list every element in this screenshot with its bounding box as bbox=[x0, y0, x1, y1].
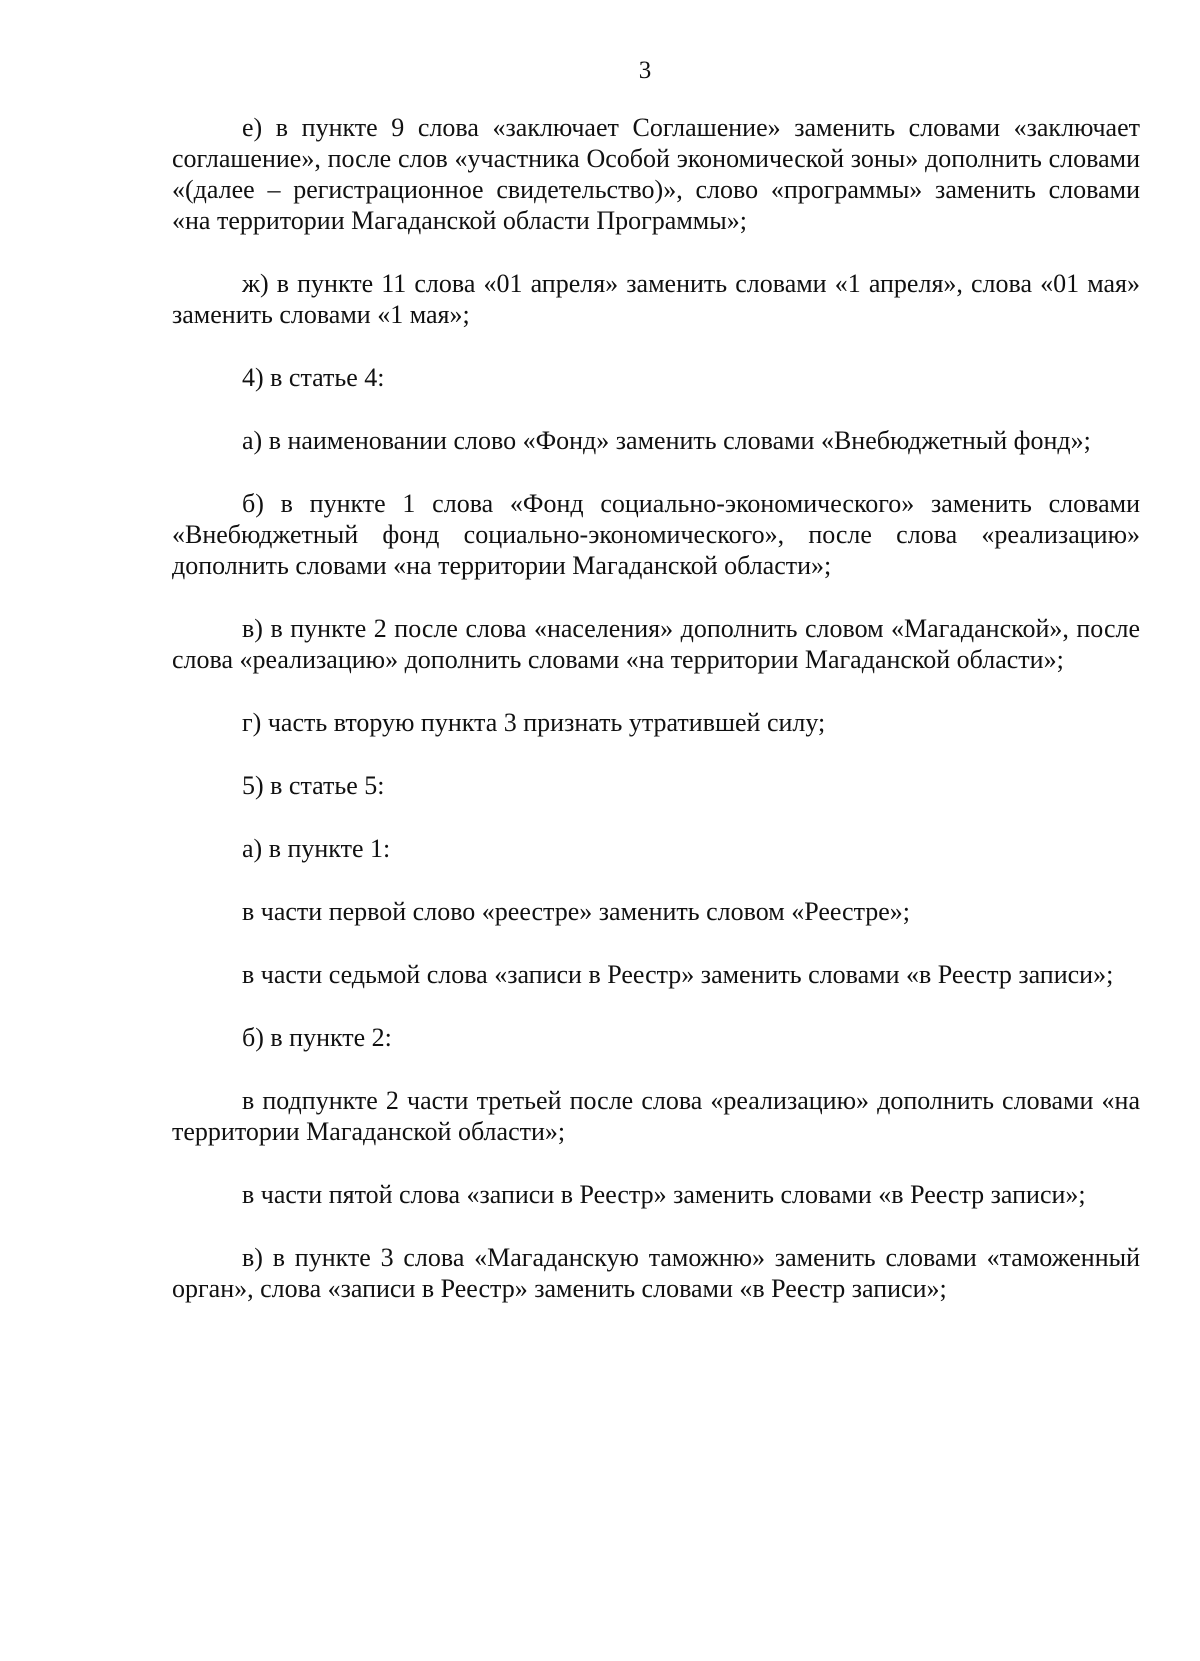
paragraph-article-4-a: а) в наименовании слово «Фонд» заменить словами «Внебюджетный фонд»; bbox=[242, 426, 1091, 455]
paragraph-article-5-v: в) в пункте 3 слова «Магаданскую таможню» заменить словами «таможенный орган», слова «записи в Реестр» заменить словами «в Реестр записи»; bbox=[172, 1243, 1140, 1303]
paragraph-article-4-v: в) в пункте 2 после слова «населения» дополнить словом «Магаданской», после слова «реализацию» дополнить словами «на территории Магаданской области»; bbox=[172, 614, 1140, 674]
paragraph-part-five: в части пятой слова «записи в Реестр» заменить словами «в Реестр записи»; bbox=[242, 1180, 1086, 1209]
paragraph-article-5-b: б) в пункте 2: bbox=[242, 1023, 392, 1052]
paragraph-e-point-9: е) в пункте 9 слова «заключает Соглашение» заменить словами «заключает соглашение», после слов «участника Особой экономической зоны» дополнить словами «(далее – регистрационное свидетельство)», слово «программы» заменить словами «на территории Магаданской области Программы»; bbox=[172, 113, 1140, 235]
document-body bbox=[172, 112, 1140, 1336]
paragraph-article-5-heading: 5) в статье 5: bbox=[242, 771, 385, 800]
paragraph-zh-point-11: ж) в пункте 11 слова «01 апреля» заменить словами «1 апреля», слова «01 мая» заменить словами «1 мая»; bbox=[172, 269, 1140, 329]
paragraph-article-4-b: б) в пункте 1 слова «Фонд социально-экономического» заменить словами «Внебюджетный фонд социально-экономического», после слова «реализацию» дополнить словами «на территории Магаданской области»; bbox=[172, 489, 1140, 580]
page-number: 3 bbox=[638, 57, 652, 84]
paragraph-article-5-a: а) в пункте 1: bbox=[242, 834, 391, 863]
paragraph-subpoint-2-part-three: в подпункте 2 части третьей после слова «реализацию» дополнить словами «на территории Магаданской области»; bbox=[172, 1086, 1140, 1146]
paragraph-article-4-g: г) часть вторую пункта 3 признать утратившей силу; bbox=[242, 708, 826, 737]
paragraph-part-one: в части первой слово «реестре» заменить словом «Реестре»; bbox=[242, 897, 911, 926]
paragraph-article-4-heading: 4) в статье 4: bbox=[242, 363, 385, 392]
paragraph-part-seven: в части седьмой слова «записи в Реестр» заменить словами «в Реестр записи»; bbox=[242, 960, 1114, 989]
